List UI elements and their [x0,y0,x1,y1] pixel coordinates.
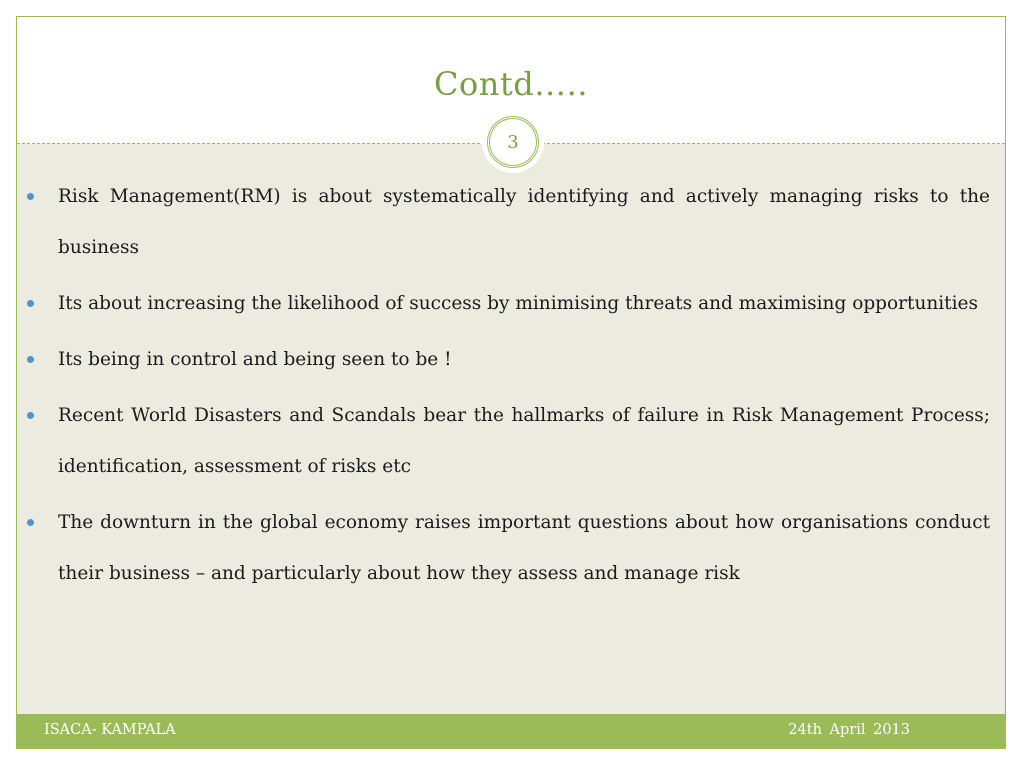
bullet-dot-icon [27,300,34,307]
bullet-text: Recent World Disasters and Scandals bear the hallmarks of failure in Risk Management Process; identification, assessment of risks etc [58,405,990,477]
bullet-dot-icon [27,519,34,526]
slide [16,16,1006,749]
bullet-text: The downturn in the global economy raises important questions about how organisations conduct their business – and particularly about how they assess and manage risk [58,512,990,584]
bullet-item [27,334,990,385]
bullet-dot-icon [27,193,34,200]
bullet-item [27,171,990,273]
bullet-text: Its about increasing the likelihood of success by minimising threats and maximising opportunities [58,293,978,314]
bullet-item [27,390,990,492]
slide-title: Contd….. [433,65,589,103]
bullet-text: Risk Management(RM) is about systematically identifying and actively managing risks to the business [58,186,990,258]
bullet-dot-icon [27,412,34,419]
footer-organization: ISACA- KAMPALA [44,722,176,738]
bullet-item [27,278,990,329]
bullet-item [27,497,990,599]
bullet-text: Its being in control and being seen to be ! [58,349,452,370]
page-number: 3 [487,116,539,168]
bullet-dot-icon [27,356,34,363]
footer-bar [17,714,1005,748]
bullet-list [27,171,990,604]
footer-date: 24th April 2013 [788,722,910,738]
